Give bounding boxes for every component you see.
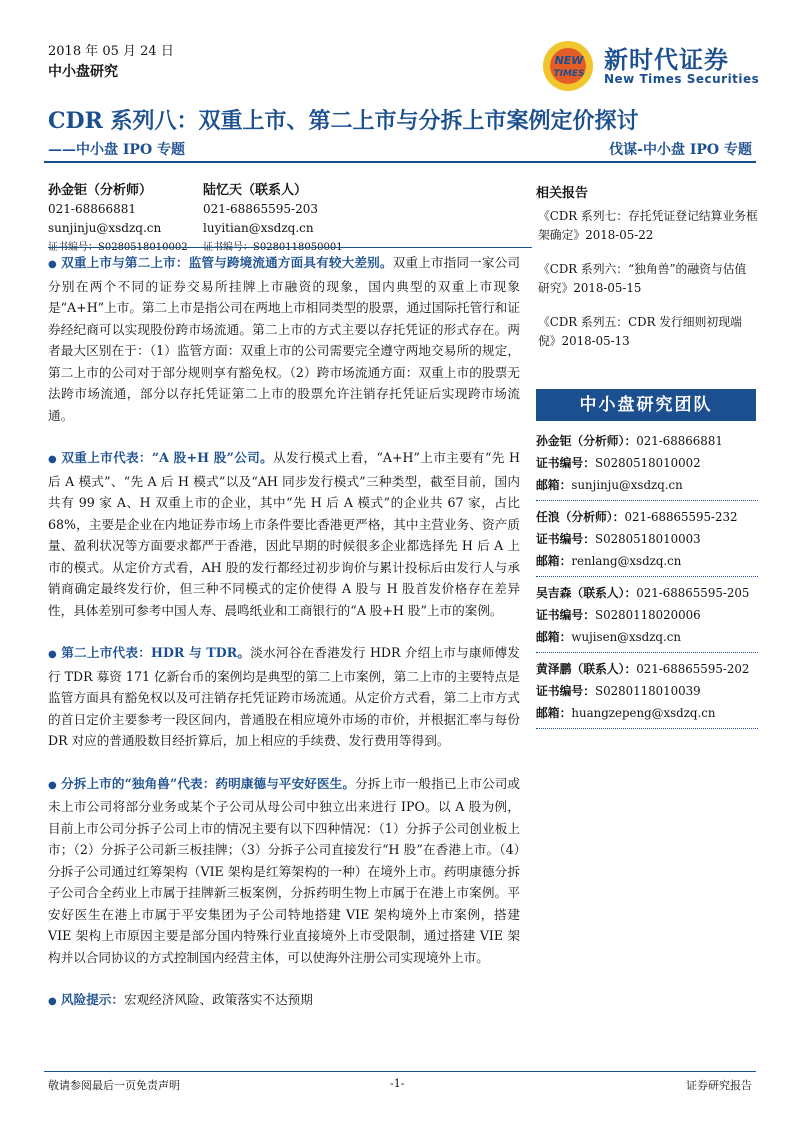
analyst-card [48,181,198,257]
footer-report-type: 证券研究报告 [686,1079,752,1092]
member-name: 吴吉森（联系人）： [536,586,637,600]
member-phone: 021-68865595-202 [636,662,750,676]
logo-text-bottom: TIMES [553,69,585,79]
section-heading: 分拆上市的“独角兽”代表：药明康德与平安好医生。 [61,775,356,791]
company-logo-icon [538,38,600,94]
topic-label: 伐谋-中小盘 IPO 专题 [609,142,752,158]
section-paragraph [48,773,520,969]
bullet-icon: ● [48,649,57,660]
bullet-icon: ● [48,996,57,1007]
member-email[interactable]: sunjinju@xsdzq.cn [571,478,683,492]
team-heading: 中小盘研究团队 [536,389,756,421]
member-phone: 021-68865595-232 [624,510,738,524]
analyst-phone: 021-68866881 [48,202,137,216]
member-email[interactable]: wujisen@xsdzq.cn [571,630,681,644]
bullet-icon: ● [48,454,57,465]
team-member [536,582,758,653]
section-paragraph [48,642,520,752]
member-name: 任浪（分析师）： [536,510,625,524]
bullet-icon: ● [48,779,57,791]
member-cert: S0280518010003 [595,532,701,546]
related-report-link[interactable]: 《CDR 系列六：“独角兽”的融资与估值研究》2018-05-15 [538,262,747,295]
bullet-icon: ● [48,259,57,270]
member-email-label: 邮箱： [536,630,572,644]
member-name: 孙金钜（分析师）： [536,434,637,448]
member-email-label: 邮箱： [536,478,572,492]
logo-text-top: NEW [554,54,584,67]
team-member [536,506,758,577]
page-title: CDR 系列八：双重上市、第二上市与分拆上市案例定价探讨 [48,108,639,134]
related-report-link[interactable]: 《CDR 系列七：存托凭证登记结算业务框架确定》2018-05-22 [538,209,758,242]
member-email[interactable]: renlang@xsdzq.cn [571,554,682,568]
footer-disclaimer[interactable]: 敬请参阅最后一页免责声明 [48,1079,180,1092]
section-heading: 双重上市与第二上市：监管与跨境流通方面具有较大差别。 [61,255,393,270]
analyst-name: 陆忆天（联系人） [203,183,308,198]
section-text: 从发行模式上看，“A+H”上市主要有“先 H 后 A 模式”、“先 A 后 H 模式”以及“AH 同步发行模式”三种类型，截至目前，国内共有 99 家 A、H 双重上市的企业，其中“先 H 后 A 模式”的企业共 67 家，占比 68%，主要是企业在内地证券市场上市条件要比香港更严格，其中主营业务、资产质量、盈利状况等方面要求都严于香港，因此早期的时候很多企业都选择先 H 后 A 上市的模式。从定价方式看，AH 股的发行都经过初步询价与累计投标后由发行人与承销商确定最终发行价，但三种不同模式的定价使得 A 股与 H 股首发价格存在差异性，具体差别可参考中国人寿、晨鸣纸业和工商银行的“A 股+H 股”上市的案例。 [48,450,520,618]
analyst-name: 孙金钜（分析师） [48,183,153,198]
header-divider [44,161,756,163]
team-member [536,430,758,501]
section-text: 双重上市指同一家公司分别在两个不同的证券交易所挂牌上市融资的现象，国内典型的双重上市现象是“A+H”上市。第二上市是指公司在两地上市相同类型的股票，通过国际托管行和证券经纪商可以实现股份跨市场流通。第二上市的方式主要以存托凭证的形式存在。两者最大区别在于：（1）监管方面：双重上市的公司需要完全遵守两地交易所的规定，第二上市的公司对于部分规则享有豁免权。（2）跨市场流通方面：双重上市的股票无法跨市场流通，部分以存托凭证第二上市的股票允许注销存托凭证后实现跨市场流通。 [48,255,520,423]
section-paragraph [48,447,520,621]
member-phone: 021-68865595-205 [636,586,750,600]
team-member [536,658,758,729]
report-date: 2018 年 05 月 24 日 [48,44,174,59]
section-text: 宏观经济风险、政策落实不达预期 [123,992,313,1007]
member-email-label: 邮箱： [536,706,572,720]
member-email[interactable]: huangzepeng@xsdzq.cn [571,706,716,720]
page-number: -1- [390,1077,405,1090]
analyst-email[interactable]: luyitian@xsdzq.cn [203,221,314,235]
brand-name-en: New Times Securities [604,72,760,86]
member-phone: 021-68866881 [636,434,723,448]
analyst-email[interactable]: sunjinju@xsdzq.cn [48,221,162,235]
related-report-link[interactable]: 《CDR 系列五：CDR 发行细则初现端倪》2018-05-13 [538,315,742,348]
member-cert: S0280118020006 [595,608,701,622]
footer-divider [44,1071,756,1072]
section-text: 分拆上市一般指已上市公司或未上市公司将部分业务或某个子公司从母公司中独立出来进行 IPO。以 A 股为例，目前上市公司分拆子公司上市的情况主要有以下四种情况：（1）分拆子公司创业板上市；（2）分拆子公司新三板挂牌；（3）分拆子公司直接发行“H 股”在香港上市。（4）分拆子公司通过红筹架构（VIE 架构是红筹架构的一种）在境外上市。药明康德分拆子公司合全药业上市属于挂牌新三板案例，分拆药明生物上市属于在港上市案例。平安好医生在港上市属于平安集团为子公司特地搭建 VIE 架构境外上市案例，搭建 VIE 架构上市原因主要是部分国内特殊行业直接境外上市受限制，通过搭建 VIE 架构并以合同协议的方式控制国内经营主体，可以使海外注册公司实现境外上市。 [48,775,521,965]
section-paragraph [48,252,520,426]
member-cert-label: 证书编号： [536,684,595,698]
member-cert-label: 证书编号： [536,456,595,470]
section-paragraph [48,989,520,1013]
report-body [48,252,520,1034]
section-heading: 双重上市代表：“A 股+H 股”公司。 [61,450,274,465]
brand-name-cn: 新时代证券 [604,45,729,74]
section-text: 淡水河谷在香港发行 HDR 介绍上市与康师傅发行 TDR 募资 171 亿新台币的案例均是典型的第二上市案例，第二上市的主要特点是监管方面具有豁免权以及可注销存托凭证跨市场流通。从定价方式看，第二上市方式的首日定价主要参考一段区间内，普通股在相应境外市场的市价，并根据汇率与每份 DR 对应的普通股数目经折算后，加上相应的手续费、发行费用等得到。 [48,645,520,748]
member-name: 黄泽鹏（联系人）： [536,662,637,676]
team-members [536,430,758,734]
member-email-label: 邮箱： [536,554,572,568]
report-category: 中小盘研究 [48,64,118,80]
related-reports-heading: 相关报告 [536,186,589,201]
member-cert: S0280518010002 [595,456,701,470]
analyst-card [203,181,363,257]
section-heading: 第二上市代表：HDR 与 TDR。 [61,645,251,660]
member-cert: S0280118010039 [595,684,701,698]
analyst-phone: 021-68865595-203 [203,202,318,216]
member-cert-label: 证书编号： [536,608,595,622]
member-cert-label: 证书编号： [536,532,595,546]
section-heading: 风险提示： [61,992,124,1007]
page-subtitle: ——中小盘 IPO 专题 [48,142,186,158]
related-reports [536,184,758,366]
analyst-divider [48,247,532,248]
